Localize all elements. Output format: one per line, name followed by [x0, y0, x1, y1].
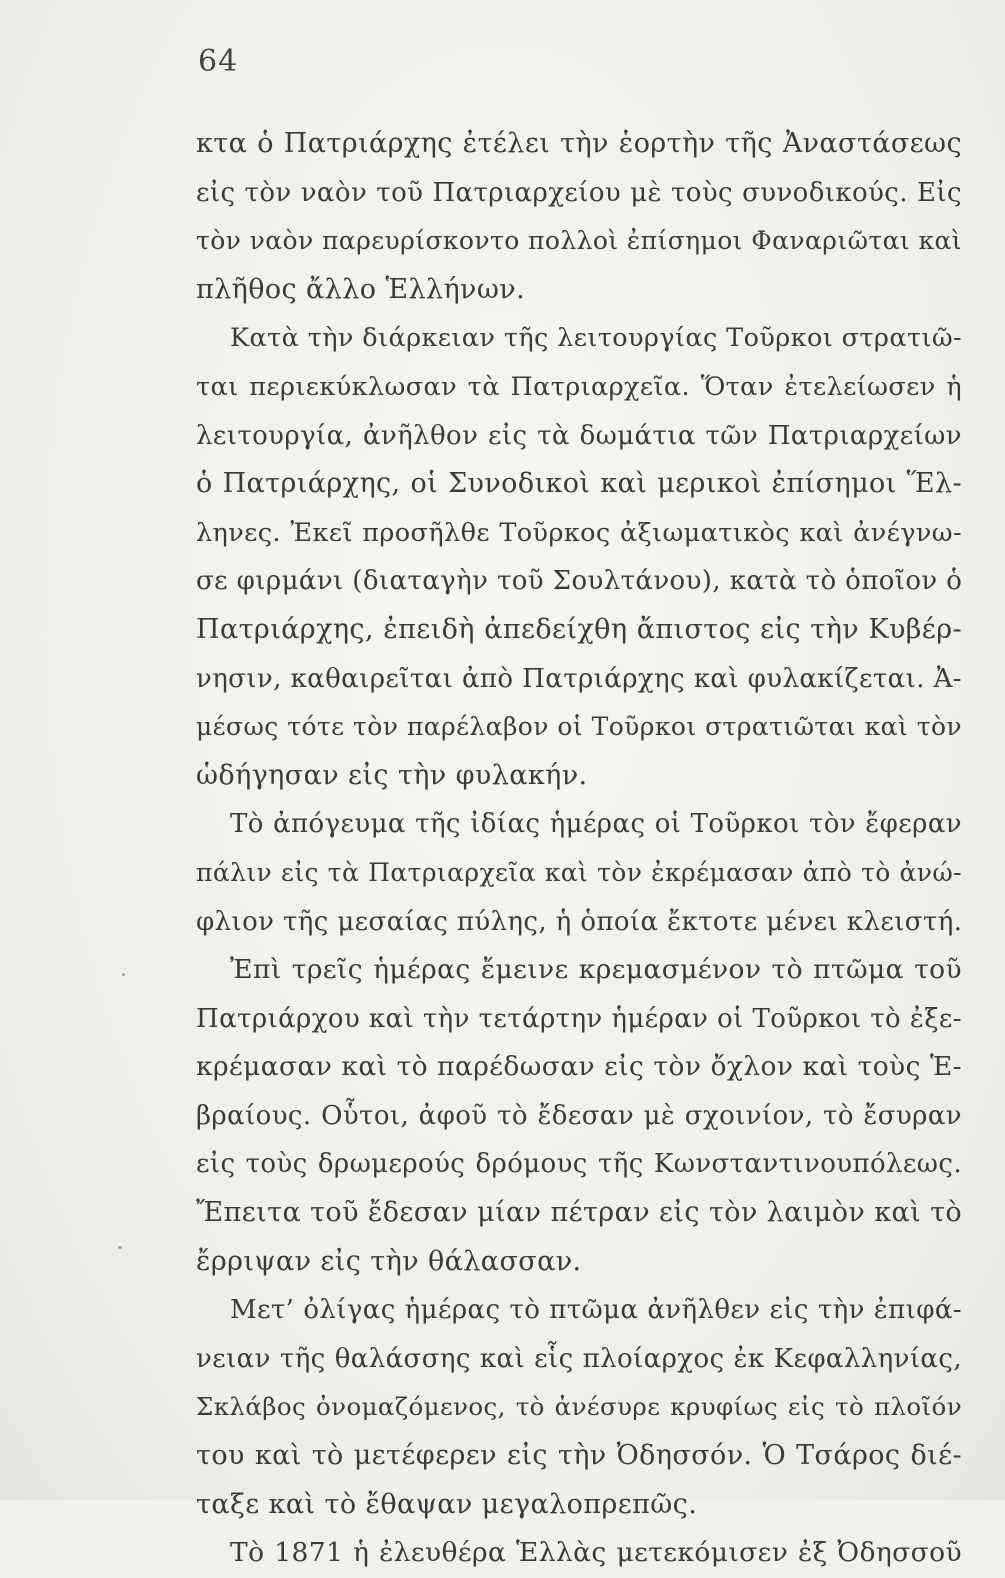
- text-line: Ἔπειτα τοῦ ἔδεσαν μίαν πέτραν εἰς τὸν λαιμὸν καὶ τὸ: [196, 1197, 962, 1229]
- text-line: εἰς τοὺς δρωμερούς δρόμους τῆς Κωνσταντινουπόλεως.: [196, 1149, 962, 1180]
- text-line: ται περιεκύκλωσαν τὰ Πατριαρχεῖα. Ὅταν ἐτελείωσεν ἡ: [196, 371, 962, 402]
- text-line: ταξε καὶ τὸ ἔθαψαν μεγαλοπρεπῶς.: [196, 1488, 698, 1520]
- body-text: [196, 120, 962, 1578]
- text-line: ληνες. Ἐκεῖ προσῆλθε Τοῦρκος ἀξιωματικὸς καὶ ἀνέγνω-: [196, 517, 962, 548]
- text-line: Κατὰ τὴν διάρκειαν τῆς λειτουργίας Τοῦρκοι στρατιῶ-: [230, 323, 962, 354]
- text-line: φλιον τῆς μεσαίας πύλης, ἡ ὁποία ἔκτοτε μένει κλειστή.: [196, 906, 962, 937]
- text-line: νειαν τῆς θαλάσσης καὶ εἷς πλοίαρχος ἐκ Κεφαλληνίας,: [196, 1343, 962, 1374]
- text-line: ὡδήγησαν εἰς τὴν φυλακήν.: [196, 759, 588, 791]
- text-line: λειτουργία, ἀνῆλθον εἰς τὰ δωμάτια τῶν Πατριαρχείων: [196, 420, 962, 451]
- text-line: Τὸ ἀπόγευμα τῆς ἰδίας ἡμέρας οἱ Τοῦρκοι τὸν ἔφεραν: [230, 809, 962, 840]
- text-line: πάλιν εἰς τὰ Πατριαρχεῖα καὶ τὸν ἐκρέμασαν ἀπὸ τὸ ἀνώ-: [196, 857, 962, 887]
- ink-speck: [118, 1246, 122, 1249]
- text-line: Μετ’ ὀλίγας ἡμέρας τὸ πτῶμα ἀνῆλθεν εἰς τὴν ἐπιφά-: [230, 1295, 962, 1326]
- text-line: Σκλάβος ὀνομαζόμενος, τὸ ἀνέσυρε κρυφίως εἰς τὸ πλοῖόν: [196, 1392, 962, 1422]
- text-line: Πατριάρχου καὶ τὴν τετάρτην ἡμέραν οἱ Τοῦρκοι τὸ ἐξε-: [196, 1003, 962, 1034]
- text-line: νησιν, καθαιρεῖται ἀπὸ Πατριάρχης καὶ φυλακίζεται. Ἀ-: [196, 663, 962, 694]
- text-line: του καὶ τὸ μετέφερεν εἰς τὴν Ὀδησσόν. Ὁ Τσάρος διέ-: [196, 1440, 962, 1472]
- text-line: ἔρριψαν εἰς τὴν θάλασσαν.: [196, 1245, 582, 1277]
- text-line: Ἐπὶ τρεῖς ἡμέρας ἔμεινε κρεμασμένον τὸ πτῶμα τοῦ: [230, 954, 962, 986]
- text-line: Πατριάρχης, ἐπειδὴ ἀπεδείχθη ἄπιστος εἰς τὴν Κυβέρ-: [196, 613, 962, 645]
- text-line: ὁ Πατριάρχης, οἱ Συνοδικοὶ καὶ μερικοὶ ἐπίσημοι Ἕλ-: [196, 468, 962, 500]
- text-line: τὸν ναὸν παρευρίσκοντο πολλοὶ ἐπίσημοι Φαναριῶται καὶ: [196, 226, 962, 256]
- text-line: σε φιρμάνι (διαταγὴν τοῦ Σουλτάνου), κατὰ τὸ ὁποῖον ὁ: [196, 566, 962, 597]
- text-line: κρέμασαν καὶ τὸ παρέδωσαν εἰς τὸν ὄχλον καὶ τοὺς Ἑ-: [196, 1051, 962, 1083]
- text-line: μέσως τότε τὸν παρέλαβον οἱ Τοῦρκοι στρατιῶται καὶ τὸν: [196, 712, 962, 742]
- text-line: κτα ὁ Πατριάρχης ἐτέλει τὴν ἑορτὴν τῆς Ἀναστάσεως: [196, 128, 962, 159]
- text-line: πλῆθος ἄλλο Ἑλλήνων.: [196, 273, 526, 305]
- text-line: βραίους. Οὗτοι, ἀφοῦ τὸ ἔδεσαν μὲ σχοινίον, τὸ ἔσυραν: [196, 1100, 962, 1131]
- ink-speck: [122, 973, 125, 976]
- text-line: εἰς τὸν ναὸν τοῦ Πατριαρχείου μὲ τοὺς συνοδικούς. Εἰς: [196, 177, 962, 208]
- text-line: Τὸ 1871 ἡ ἐλευθέρα Ἑλλὰς μετεκόμισεν ἐξ Ὀδησσοῦ: [230, 1537, 962, 1569]
- page-number: 64: [198, 44, 239, 79]
